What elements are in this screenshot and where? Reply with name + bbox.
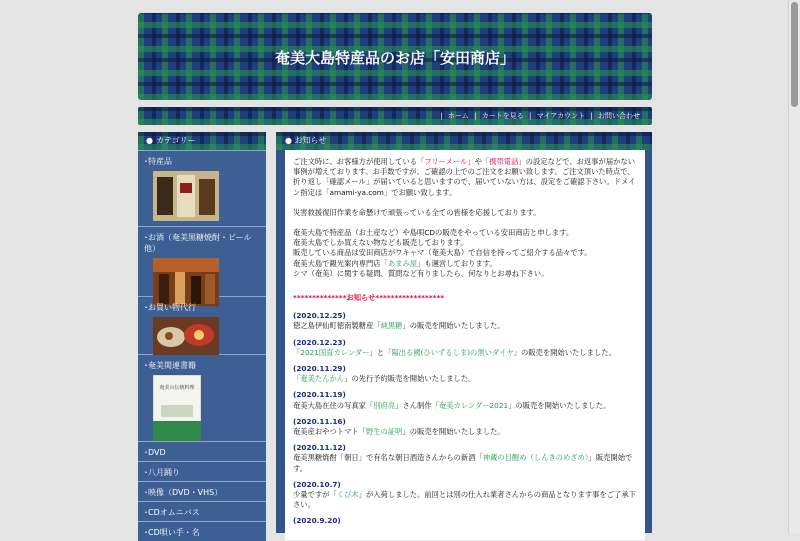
news-link[interactable]: 純黒糖 <box>380 321 403 331</box>
liquor-thumbnail-icon[interactable] <box>153 258 219 306</box>
nav-home-link[interactable]: ホーム <box>447 112 469 120</box>
news-link[interactable]: 陽出る國(ひいずるしま)の黒いダイヤ <box>391 347 514 357</box>
sidebar-item-label: ･お酒（奄美黒糖焼酎・ビール他） <box>144 233 252 253</box>
nav-cart-link[interactable]: カートを見る <box>481 112 524 120</box>
scrollbar-thumb[interactable] <box>791 2 798 107</box>
mobile-text: 携帯電話 <box>489 157 519 166</box>
nav-account-link[interactable]: マイアカウント <box>536 112 586 120</box>
news-link[interactable]: 奄美カレンダー2021 <box>438 400 509 410</box>
main-heading: ● お知らせ <box>276 132 652 150</box>
sidebar <box>138 132 266 537</box>
intro-paragraph: ご注文時に、お客様方が使用している「フリーメール」や「携帯電話」の設定などで、お返事が届かない事例が増えております。お手数ですが、ご確認の上でのご注文をお願い致します。ご注文頂いた時点で、折り返し「確認メール」が届いていると思いますので、届いていない方は、設定をご確認下さい。ドメイン指定は「amami-ya.com」でお願い致します。 <box>293 157 636 197</box>
site-header <box>138 13 652 100</box>
news-date: (2020.9.20) <box>293 516 341 526</box>
about-line: 奄美大島で観光案内専門店「あまみ屋」も運営しております。 <box>293 258 497 268</box>
news-link[interactable]: 奄美たんかん <box>300 374 345 384</box>
sidebar-item-specialty[interactable] <box>138 150 266 226</box>
shopping-thumbnail-icon[interactable] <box>153 317 219 355</box>
page-scrollbar[interactable] <box>788 0 800 533</box>
sidebar-heading: ● カテゴリー <box>138 132 266 150</box>
news-item: (2020.10.7) 少量ですが「くび木」が入荷しました。前回とは別の仕入れ業者さんからの商品となります事をご了承下さい。 <box>293 479 636 510</box>
sidebar-item-liquor[interactable] <box>138 226 266 296</box>
nav-contact-link[interactable]: お問い合わせ <box>598 112 640 120</box>
news-date: (2020.11.19) <box>293 390 346 400</box>
main-panel <box>276 132 652 533</box>
news-item <box>293 516 637 526</box>
sidebar-item-video[interactable] <box>138 481 266 501</box>
news-item: (2020.11.12) 奄美黒糖焼酎「朝日」で有名な朝日酒造さんからの新酒「神蔵の目醒め（しんきのめざめ）」販売開始です。 <box>293 443 637 474</box>
notice-banner: **************お知らせ****************** <box>293 293 445 303</box>
sidebar-item-cd-omnibus[interactable] <box>138 501 266 521</box>
news-item: (2020.11.16) 奄美産おやつトマト「野生の証明」の販売を開始いたしました。 <box>293 417 637 437</box>
sidebar-item-hachigatsu-odori[interactable] <box>138 461 266 481</box>
news-item: (2020.12.23) 「2021国直カレンダー」と「陽出る國(ひいずるしま)の黒いダイヤ」の販売を開始いたしました。 <box>293 338 637 358</box>
sidebar-item-cd-singer[interactable] <box>138 521 266 541</box>
site-title: 奄美大島特産品のお店「安田商店」 <box>274 49 515 67</box>
free-mail-text: フリーメール <box>424 157 468 166</box>
top-nav: | ホーム | カートを見る | マイアカウント | お問い合わせ <box>138 107 652 125</box>
sidebar-item-label: ･八月踊り <box>144 468 180 477</box>
svg-text:奄美の伝統料理: 奄美の伝統料理 <box>159 385 195 391</box>
amamiya-link[interactable]: あまみ屋 <box>387 258 418 268</box>
news-date: (2020.12.25) <box>293 311 346 321</box>
about-line: シマ（奄美）に関する疑問、質問など有りましたら、何なりとお尋ね下さい。 <box>293 268 549 278</box>
about-line: 奄美大島で特産品（お土産など）や島唄CDの販売をやっている安田商店と申します。 <box>293 228 574 238</box>
specialty-thumbnail-icon[interactable] <box>153 171 219 221</box>
sidebar-item-label: ･特産品 <box>144 157 172 166</box>
sidebar-item-label: ･映像（DVD・VHS） <box>144 488 223 497</box>
news-link[interactable]: 野生の証明 <box>365 427 403 437</box>
support-text: 災害救援復旧作業を命懸けで頑張っている全ての皆様を応援しております。 <box>293 207 541 217</box>
news-date: (2020.12.23) <box>293 337 346 347</box>
news-date: (2020.11.29) <box>293 364 346 374</box>
about-line: 奄美大島でしか買えない物なども販売しております。 <box>293 238 468 248</box>
sidebar-item-label: ･奄美関連書籍 <box>144 361 196 370</box>
about-line: 販売している商品は安田商店がワキャマ（奄美大島）で自信を持ってご紹介する品々です。 <box>293 248 592 258</box>
sidebar-item-label: ･CDオムニバス <box>144 508 200 517</box>
bullet-icon: ● <box>285 136 292 145</box>
sidebar-item-books[interactable] <box>138 354 266 441</box>
news-date: (2020.10.7) <box>293 479 341 489</box>
news-item: (2020.11.29) 「奄美たんかん」の先行予約販売を開始いたしました。 <box>293 364 637 384</box>
news-item: (2020.12.25) 徳之島伊仙町徳南製糖産「純黒糖」の販売を開始いたしました。 <box>293 311 637 331</box>
notice-content <box>285 150 645 540</box>
news-link[interactable]: 2021国直カレンダー <box>300 347 370 357</box>
news-link[interactable]: 神蔵の目醒め（しんきのめざめ） <box>482 453 589 463</box>
news-item: (2020.11.19) 奄美大島在住の写真家「別府亮」さん制作「奄美カレンダー2021」の販売を開始いたしました。 <box>293 390 637 410</box>
news-link[interactable]: くび木 <box>336 490 359 500</box>
news-date: (2020.11.12) <box>293 443 346 453</box>
sidebar-item-label: ･CD唄い手・名 <box>144 528 200 537</box>
sidebar-item-label: ･DVD <box>144 448 166 457</box>
sidebar-item-label: ･お買い物代行 <box>144 303 196 312</box>
news-link[interactable]: 別府亮 <box>373 400 396 410</box>
sidebar-item-dvd[interactable] <box>138 441 266 461</box>
news-date: (2020.11.16) <box>293 416 346 426</box>
bullet-icon: ● <box>146 136 153 145</box>
book-thumbnail-icon[interactable] <box>153 375 201 441</box>
